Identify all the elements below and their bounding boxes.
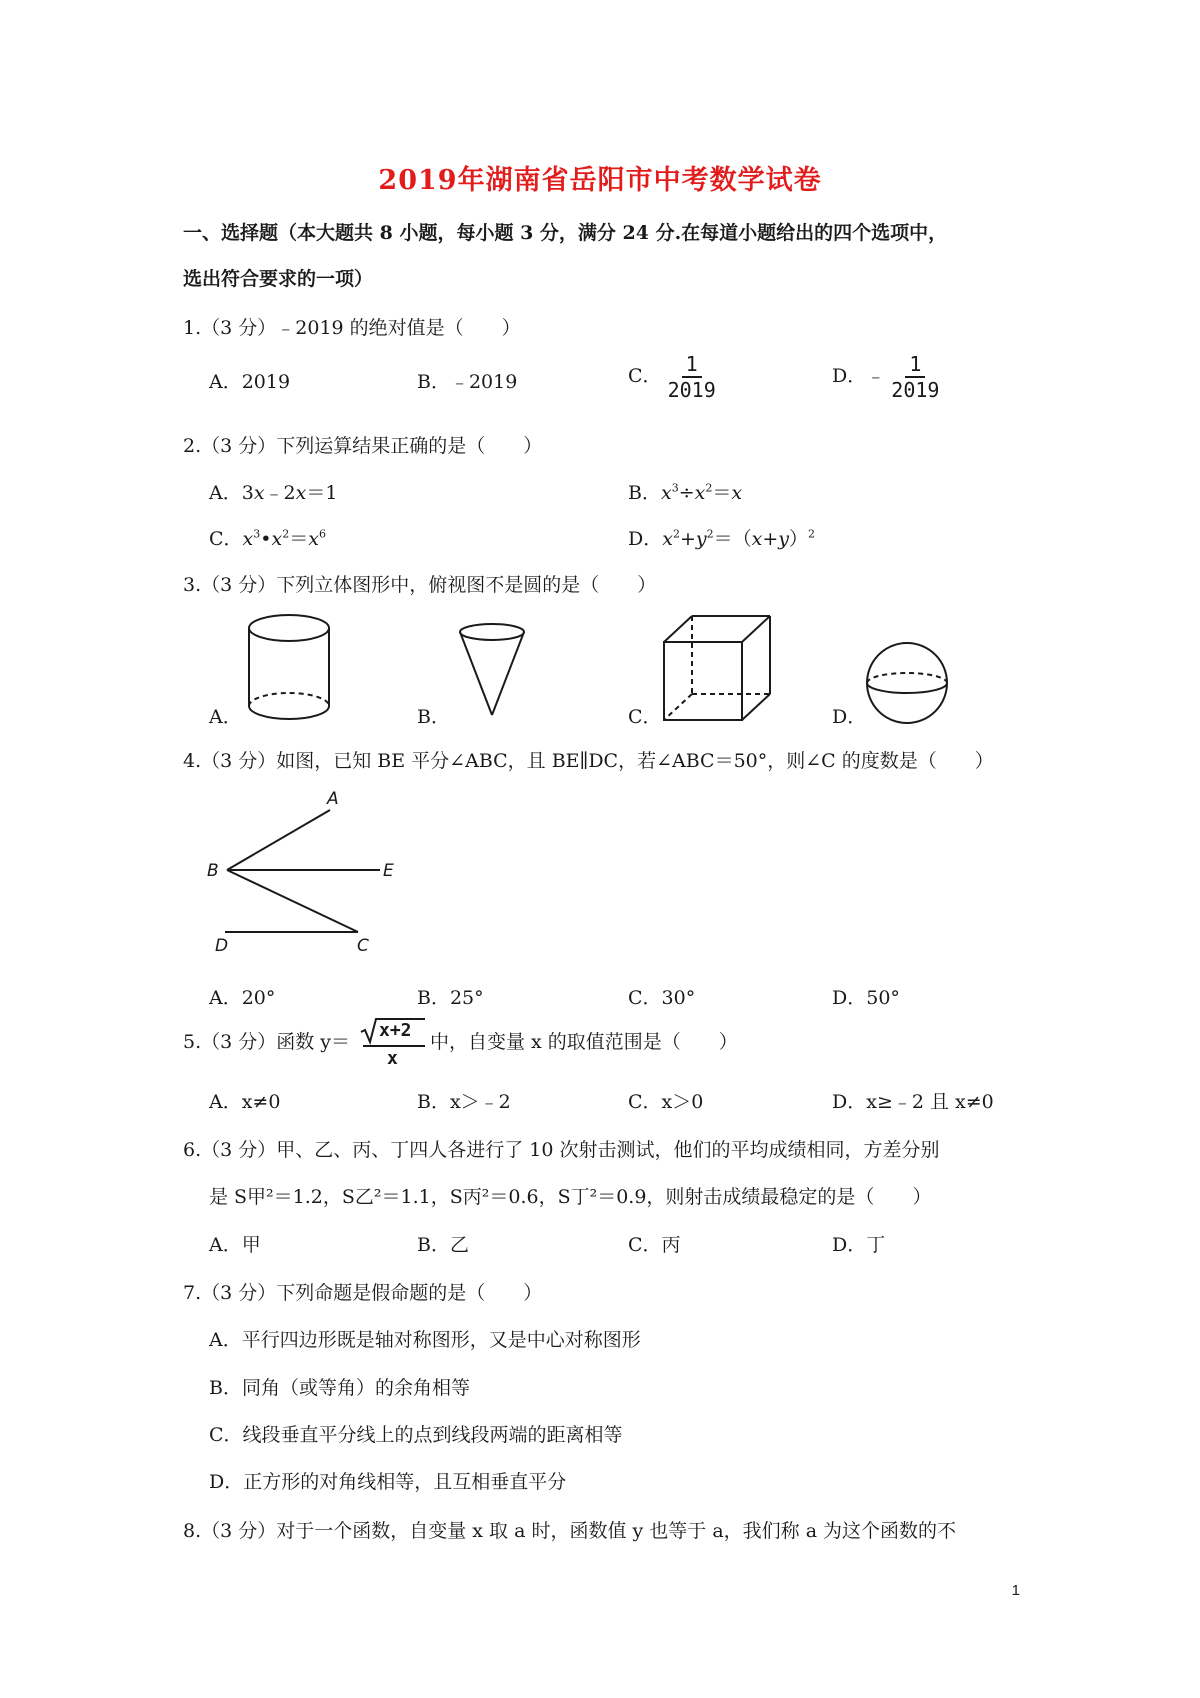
q2-option-c: C．$x^3•x^2=x^6$ bbox=[209, 527, 326, 550]
option-letter: D． bbox=[628, 528, 663, 550]
q7-option-d: D．正方形的对角线相等，且互相垂直平分 bbox=[209, 1471, 567, 1493]
question-7 bbox=[183, 1278, 542, 1305]
q6-option-b: B．乙 bbox=[417, 1234, 469, 1256]
sphere-figure bbox=[864, 640, 950, 726]
q3-option-a: A． bbox=[209, 706, 242, 728]
question-2 bbox=[183, 431, 542, 458]
q7-option-a: A．平行四边形既是轴对称图形，又是中心对称图形 bbox=[209, 1329, 641, 1351]
question-number: 4.（3 分） bbox=[183, 750, 277, 772]
question-6 bbox=[183, 1135, 940, 1162]
question-number: 3.（3 分） bbox=[183, 574, 277, 596]
question-6-line2: 是 S甲²＝1.2，S乙²＝1.1，S丙²＝0.6，S丁²＝0.9，则射击成绩最稳定的是（ ） bbox=[209, 1186, 932, 1208]
q2-option-b: B．$x^3\div x^2=x$ bbox=[628, 481, 743, 504]
option-letter: C． bbox=[628, 365, 662, 387]
question-8 bbox=[183, 1516, 956, 1543]
question-number: 7.（3 分） bbox=[183, 1282, 277, 1304]
q6-option-d: D．丁 bbox=[832, 1234, 886, 1256]
denominator: x bbox=[387, 1048, 398, 1069]
option-letter: C． bbox=[209, 528, 243, 550]
q6-option-c: C．丙 bbox=[628, 1234, 681, 1256]
sqrt-expression: x+2 bbox=[379, 1020, 412, 1041]
q4-option-c: C．30° bbox=[628, 987, 696, 1009]
label-e: E bbox=[383, 861, 394, 881]
fraction bbox=[668, 352, 716, 402]
label-a: A bbox=[327, 789, 339, 809]
option-letter: D．﹣ bbox=[832, 365, 886, 387]
label-b: B bbox=[207, 861, 219, 881]
q1-option-a: A．2019 bbox=[209, 371, 291, 393]
question-stem-start: 函数 y＝ bbox=[276, 1031, 351, 1053]
question-stem: 下列运算结果正确的是（ ） bbox=[276, 435, 543, 457]
question-number: 2.（3 分） bbox=[183, 435, 277, 457]
q4-option-d: D．50° bbox=[832, 987, 900, 1009]
question-number: 8.（3 分） bbox=[183, 1520, 277, 1542]
q3-option-b: B． bbox=[417, 706, 450, 728]
q5-option-c: C．x＞0 bbox=[628, 1091, 704, 1113]
fraction-denominator: 2019 bbox=[667, 378, 716, 402]
q3-option-c: C． bbox=[628, 706, 662, 728]
question-4 bbox=[183, 746, 994, 773]
question-number: 1.（3 分） bbox=[183, 317, 277, 339]
q5-option-a: A．x≠0 bbox=[209, 1091, 281, 1113]
page-number: 1 bbox=[1011, 1582, 1020, 1599]
q6-option-a: A．甲 bbox=[209, 1234, 261, 1256]
q5-option-d: D．x≥﹣2 且 x≠0 bbox=[832, 1091, 994, 1113]
cylinder-figure bbox=[244, 612, 334, 722]
section-header-line2: 选出符合要求的一项） bbox=[183, 268, 374, 290]
label-d: D bbox=[215, 936, 229, 956]
exam-title: 2019年湖南省岳阳市中考数学试卷 bbox=[378, 165, 822, 196]
q1-option-b: B．﹣2019 bbox=[417, 371, 518, 393]
option-letter: B． bbox=[628, 482, 661, 504]
q5-option-b: B．x＞﹣2 bbox=[417, 1091, 511, 1113]
fraction-numerator: 1 bbox=[905, 352, 925, 378]
q7-option-b: B．同角（或等角）的余角相等 bbox=[209, 1377, 470, 1399]
q2-option-a: A．3x﹣2x＝1 bbox=[209, 482, 338, 504]
question-stem: 下列命题是假命题的是（ ） bbox=[276, 1282, 543, 1304]
q7-option-c: C．线段垂直平分线上的点到线段两端的距离相等 bbox=[209, 1424, 623, 1446]
section-header-line1: 一、选择题（本大题共 8 小题，每小题 3 分，满分 24 分.在每道小题给出的四个选项中， bbox=[183, 222, 948, 244]
question-5 bbox=[183, 1027, 350, 1054]
cone-figure bbox=[452, 620, 532, 720]
option-letter: A． bbox=[209, 482, 242, 504]
question-number: 5.（3 分） bbox=[183, 1031, 277, 1053]
question-1 bbox=[183, 313, 521, 340]
question-stem: 对于一个函数，自变量 x 取 a 时，函数值 y 也等于 a，我们称 a 为这个函数的不 bbox=[276, 1520, 957, 1542]
label-c: C bbox=[357, 936, 369, 956]
question-3 bbox=[183, 570, 656, 597]
q2-option-d: D．$x^2+y^2=(x+y)^2$ bbox=[628, 527, 816, 550]
question-5-stem-end: 中，自变量 x 的取值范围是（ ） bbox=[430, 1031, 738, 1053]
question-stem: 下列立体图形中，俯视图不是圆的是（ ） bbox=[276, 574, 657, 596]
q1-option-c bbox=[628, 352, 716, 402]
fraction bbox=[891, 352, 939, 402]
question-stem: 如图，已知 BE 平分∠ABC，且 BE∥DC，若∠ABC＝50°，则∠C 的度数是（ ） bbox=[276, 750, 994, 772]
radical-fraction bbox=[359, 1016, 427, 1070]
fraction-numerator: 1 bbox=[682, 352, 702, 378]
q4-option-a: A．20° bbox=[209, 987, 276, 1009]
fraction-denominator: 2019 bbox=[891, 378, 940, 402]
q3-option-d: D． bbox=[832, 706, 867, 728]
q4-option-b: B．25° bbox=[417, 987, 484, 1009]
question-stem: ﹣2019 的绝对值是（ ） bbox=[276, 317, 521, 339]
cube-figure bbox=[660, 612, 775, 724]
question-stem: 甲、乙、丙、丁四人各进行了 10 次射击测试，他们的平均成绩相同，方差分别 bbox=[276, 1139, 940, 1161]
q1-option-d bbox=[832, 352, 939, 402]
question-number: 6.（3 分） bbox=[183, 1139, 277, 1161]
angle-figure bbox=[205, 786, 405, 956]
